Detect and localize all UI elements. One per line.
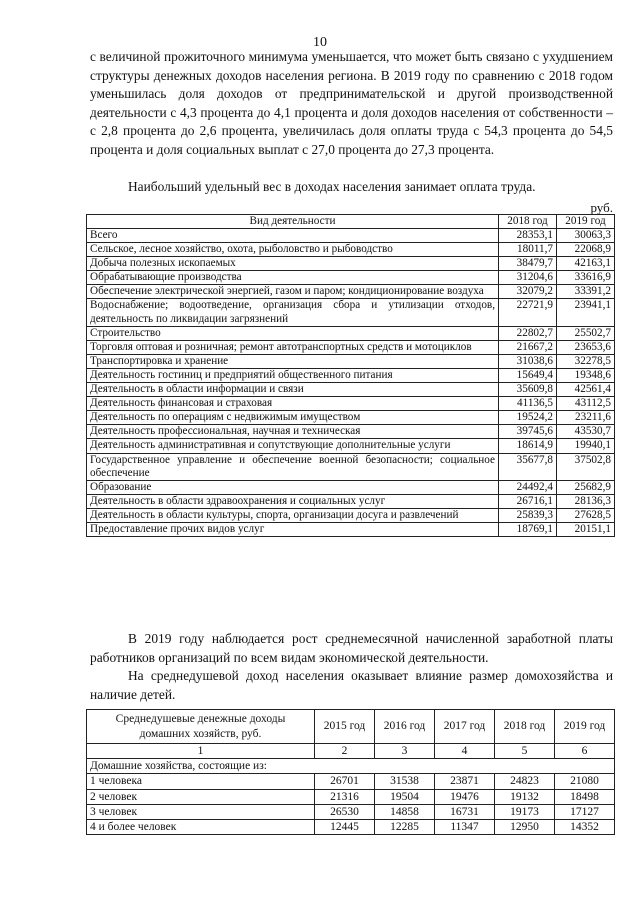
- value-2019: 27628,5: [557, 508, 615, 522]
- table-row: [87, 820, 615, 835]
- activity-name: Торговля оптовая и розничная; ремонт автотранспортных средств и мотоциклов: [87, 340, 499, 354]
- table-row: [87, 425, 615, 439]
- activity-name: Деятельность в области информации и связи: [87, 383, 499, 397]
- value-2018: 24492,4: [499, 480, 557, 494]
- household-size: 4 и более человек: [87, 820, 315, 835]
- value-2018: 21667,2: [499, 340, 557, 354]
- value-2018: 38479,7: [499, 257, 557, 271]
- table-row: [87, 354, 615, 368]
- activity-name: Всего: [87, 229, 499, 243]
- value-2018: 18614,9: [499, 439, 557, 453]
- value-2019: 30063,3: [557, 229, 615, 243]
- value-2018: 22802,7: [499, 326, 557, 340]
- value-2018: 22721,9: [499, 299, 557, 326]
- activity-name: Водоснабжение; водоотведение, организация сбора и утилизации отходов, деятельность по ликвидации загрязнений: [87, 299, 499, 326]
- paragraph-wage-share: Наибольший удельный вес в доходах населения занимает оплата труда.: [128, 179, 536, 194]
- income-value: 19504: [375, 789, 435, 804]
- unit-label: руб.: [590, 200, 613, 215]
- income-value: 26701: [315, 774, 375, 789]
- activity-name: Обеспечение электрической энергией, газом и паром; кондиционирование воздуха: [87, 285, 499, 299]
- value-2018: 15649,4: [499, 368, 557, 382]
- value-2018: 41136,5: [499, 397, 557, 411]
- table-row: [87, 383, 615, 397]
- activity-name: Добыча полезных ископаемых: [87, 257, 499, 271]
- header-2018: 2018 год: [499, 215, 557, 229]
- column-number: 4: [435, 744, 495, 759]
- income-value: 23871: [435, 774, 495, 789]
- table-row: [87, 480, 615, 494]
- table-row: [87, 257, 615, 271]
- wages-by-activity-table: [86, 214, 615, 537]
- activity-name: Строительство: [87, 326, 499, 340]
- value-2019: 19940,1: [557, 439, 615, 453]
- value-2019: 43530,7: [557, 425, 615, 439]
- value-2018: 32079,2: [499, 285, 557, 299]
- value-2019: 43112,5: [557, 397, 615, 411]
- table-row: [87, 774, 615, 789]
- section-label: Домашние хозяйства, состоящие из:: [87, 759, 615, 774]
- income-value: 19132: [495, 789, 555, 804]
- value-2018: 31038,6: [499, 354, 557, 368]
- value-2019: 23211,6: [557, 411, 615, 425]
- table-header-row: [87, 710, 615, 744]
- table-header-row: [87, 215, 615, 229]
- value-2019: 33616,9: [557, 271, 615, 285]
- table-row: [87, 243, 615, 257]
- paragraph-wage-growth: В 2019 году наблюдается рост среднемесячной начисленной заработной платы работников организаций по всем видам экономической деятельности.: [90, 631, 613, 665]
- value-2019: 22068,9: [557, 243, 615, 257]
- value-2018: 35677,8: [499, 453, 557, 480]
- household-size: 2 человек: [87, 789, 315, 804]
- table-row: [87, 522, 615, 536]
- table-row: [87, 453, 615, 480]
- page-number: 10: [313, 35, 327, 50]
- income-value: 24823: [495, 774, 555, 789]
- activity-name: Деятельность в области культуры, спорта, организации досуга и развлечений: [87, 508, 499, 522]
- value-2019: 33391,2: [557, 285, 615, 299]
- value-2018: 39745,6: [499, 425, 557, 439]
- income-value: 19476: [435, 789, 495, 804]
- value-2018: 28353,1: [499, 229, 557, 243]
- section-label-row: [87, 759, 615, 774]
- value-2019: 25502,7: [557, 326, 615, 340]
- income-value: 12950: [495, 820, 555, 835]
- income-value: 21316: [315, 789, 375, 804]
- table-row: [87, 789, 615, 804]
- column-number: 6: [555, 744, 615, 759]
- header-activity: Вид деятельности: [87, 215, 499, 229]
- activity-name: Образование: [87, 480, 499, 494]
- activity-name: Деятельность гостиниц и предприятий общественного питания: [87, 368, 499, 382]
- header-year: 2019 год: [555, 710, 615, 744]
- table-row: [87, 340, 615, 354]
- income-value: 14858: [375, 804, 435, 819]
- column-number: 3: [375, 744, 435, 759]
- header-income-label: Среднедушевые денежные доходы домашних хозяйств, руб.: [87, 710, 315, 744]
- income-value: 11347: [435, 820, 495, 835]
- household-size: 3 человек: [87, 804, 315, 819]
- header-year: 2018 год: [495, 710, 555, 744]
- table-row: [87, 439, 615, 453]
- table-row: [87, 299, 615, 326]
- income-value: 12285: [375, 820, 435, 835]
- table-body: [87, 229, 615, 537]
- header-year: 2015 год: [315, 710, 375, 744]
- table-row: [87, 508, 615, 522]
- table-row: [87, 229, 615, 243]
- income-value: 14352: [555, 820, 615, 835]
- header-2019: 2019 год: [557, 215, 615, 229]
- income-value: 12445: [315, 820, 375, 835]
- activity-name: Деятельность в области здравоохранения и социальных услуг: [87, 494, 499, 508]
- table-body: [87, 759, 615, 835]
- activity-name: Сельское, лесное хозяйство, охота, рыболовство и рыбоводство: [87, 243, 499, 257]
- income-value: 16731: [435, 804, 495, 819]
- value-2018: 31204,6: [499, 271, 557, 285]
- value-2018: 26716,1: [499, 494, 557, 508]
- activity-name: Государственное управление и обеспечение военной безопасности; социальное обеспечение: [87, 453, 499, 480]
- activity-name: Деятельность административная и сопутствующие дополнительные услуги: [87, 439, 499, 453]
- value-2019: 28136,3: [557, 494, 615, 508]
- income-value: 26530: [315, 804, 375, 819]
- value-2019: 42561,4: [557, 383, 615, 397]
- header-year: 2017 год: [435, 710, 495, 744]
- value-2018: 18011,7: [499, 243, 557, 257]
- activity-name: Деятельность профессиональная, научная и техническая: [87, 425, 499, 439]
- value-2018: 19524,2: [499, 411, 557, 425]
- value-2019: 20151,1: [557, 522, 615, 536]
- column-number-row: [87, 744, 615, 759]
- value-2019: 23941,1: [557, 299, 615, 326]
- value-2019: 23653,6: [557, 340, 615, 354]
- income-value: 31538: [375, 774, 435, 789]
- table-row: [87, 271, 615, 285]
- value-2018: 35609,8: [499, 383, 557, 397]
- value-2019: 37502,8: [557, 453, 615, 480]
- income-value: 17127: [555, 804, 615, 819]
- table-row: [87, 368, 615, 382]
- value-2018: 25839,3: [499, 508, 557, 522]
- activity-name: Транспортировка и хранение: [87, 354, 499, 368]
- paragraph-household-size: На среднедушевой доход населения оказывает влияние размер домохозяйства и наличие детей.: [90, 668, 613, 702]
- paragraph-income-structure: с величиной прожиточного минимума уменьшается, что может быть связано с ухудшением структуры денежных доходов населения региона. В 2019 году по сравнению с 2018 годом уменьшилась доля доходов от предпринимательской и другой производственной деятельности с 4,3 процента до 4,1 процента и доля доходов населения от собственности – с 2,8 процента до 2,6 процента, увеличилась доля оплаты труда с 54,3 процента до 54,5 процента и доля социальных выплат с 27,0 процента до 27,3 процента.: [90, 49, 613, 157]
- table-row: [87, 397, 615, 411]
- income-value: 19173: [495, 804, 555, 819]
- income-value: 21080: [555, 774, 615, 789]
- value-2019: 32278,5: [557, 354, 615, 368]
- table-row: [87, 285, 615, 299]
- table-row: [87, 411, 615, 425]
- household-income-table: [86, 709, 615, 835]
- value-2019: 42163,1: [557, 257, 615, 271]
- activity-name: Деятельность финансовая и страховая: [87, 397, 499, 411]
- household-size: 1 человека: [87, 774, 315, 789]
- column-number: 1: [87, 744, 315, 759]
- column-number: 2: [315, 744, 375, 759]
- value-2018: 18769,1: [499, 522, 557, 536]
- activity-name: Деятельность по операциям с недвижимым имуществом: [87, 411, 499, 425]
- table-row: [87, 326, 615, 340]
- column-number: 5: [495, 744, 555, 759]
- activity-name: Предоставление прочих видов услуг: [87, 522, 499, 536]
- table-row: [87, 804, 615, 819]
- table-row: [87, 494, 615, 508]
- activity-name: Обрабатывающие производства: [87, 271, 499, 285]
- header-year: 2016 год: [375, 710, 435, 744]
- income-value: 18498: [555, 789, 615, 804]
- value-2019: 19348,6: [557, 368, 615, 382]
- value-2019: 25682,9: [557, 480, 615, 494]
